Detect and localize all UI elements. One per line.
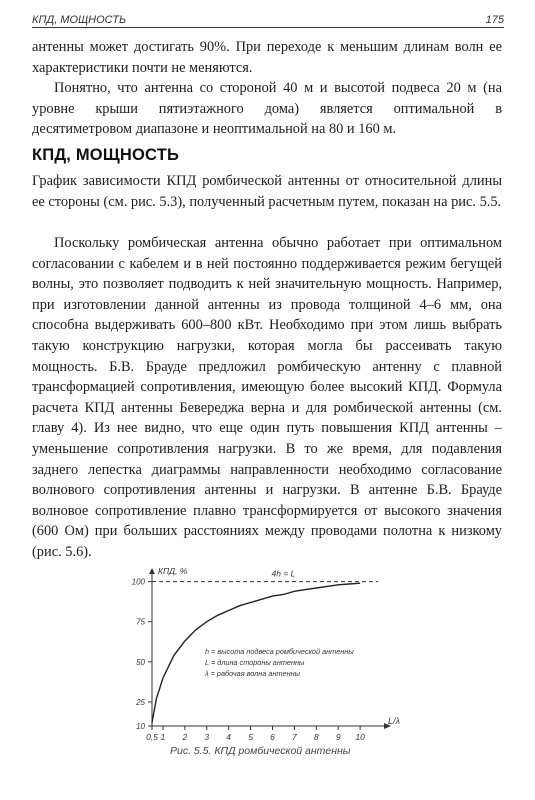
page-number: 175 [485, 14, 504, 26]
x-axis-label: L/λ [388, 716, 400, 726]
figure-caption: Рис. 5.5. КПД ромбической антенны [170, 745, 351, 757]
x-tick-label: 1 [160, 732, 166, 742]
x-tick-label: 9 [335, 732, 341, 742]
x-tick-label: 0,5 [146, 732, 158, 742]
x-tick-label: 7 [292, 732, 297, 742]
x-tick-label: 3 [204, 732, 210, 742]
y-tick-label: 100 [131, 577, 145, 587]
chart-labels [158, 566, 400, 726]
y-axis-label: КПД, % [158, 566, 188, 576]
paragraph-efficiency-graph: График зависимости КПД ромбической антенны от относительной длины ее стороны (см. рис. 5.3), полученный расчетным путем, показан на рис. 5.5. [32, 173, 502, 210]
legend-line: h = высота подвеса ромбической антенны [205, 647, 354, 656]
x-tick-label: 8 [313, 732, 319, 742]
y-ticks [132, 578, 152, 731]
running-head [32, 6, 504, 26]
y-tick-label: 10 [136, 722, 145, 731]
curve-annotation: 4h = L [271, 568, 296, 579]
paragraph-continuation: антенны может достигать 90%. При переходе к меньшим длинам волн ее характеристики почти не меняются. [32, 39, 502, 76]
header-rule [32, 27, 504, 28]
x-tick-label: 10 [355, 732, 365, 742]
section-heading: КПД, МОЩНОСТЬ [32, 146, 180, 164]
y-tick-label: 50 [136, 657, 145, 667]
x-tick-label: 4 [226, 732, 232, 742]
y-axis-arrow [149, 568, 155, 574]
x-tick-label: 5 [248, 732, 253, 742]
paragraph-power: Поскольку ромбическая антенна обычно работает при оптимальном согласовании с кабелем и в ней постоянно поддерживается режим бегущей волны, это позволяет подводить к ней значительную мощность. Например, при изготовлении данной антенны из провода толщиной 4–6 мм, она способна выдерживать 600–800 кВт. Необходимо при этом лишь выбрать такую конструкцию нагрузки, которая могла бы рассеивать такую мощность. Б.В. Брауде предложил ромбическую антенну с плавной трансформацией сопротивления, имеющую более высокий КПД. Формула расчета КПД антенны Бевереджа верна и для ромбической антенны (см. главу 4). Из нее видно, что еще один путь повышения КПД антенны – уменьшение сопротивления нагрузки. В то же время, для подавления заднего лепестка диаграммы направленности необходимо согласование волнового сопротивления антенны и нагрузки. В антенне Б.В. Брауде волновое сопротивление плавно трансформируется от высокого значения (600 Ом) при больших расстояниях между проводами полотна к низкому (рис. 5.6). [32, 235, 502, 560]
paragraph-optimal-antenna: Понятно, что антенна со стороной 40 м и высотой подвеса 20 м (на уровне крыши пятиэтажного дома) является оптимальной в десятиметровом диапазоне и неоптимальной на 80 и 160 м. [32, 80, 502, 138]
y-tick-label: 25 [136, 697, 145, 707]
efficiency-chart [130, 564, 420, 742]
running-head-title: КПД, МОЩНОСТЬ [32, 14, 127, 26]
x-ticks [146, 726, 365, 742]
efficiency-figure [130, 564, 420, 742]
x-tick-label: 6 [270, 732, 275, 742]
legend-line: λ = рабочая волна антенны [205, 669, 300, 678]
y-tick-label: 75 [136, 617, 145, 627]
x-tick-label: 2 [182, 732, 188, 742]
legend-line: L = длина стороны антенны [205, 658, 305, 667]
